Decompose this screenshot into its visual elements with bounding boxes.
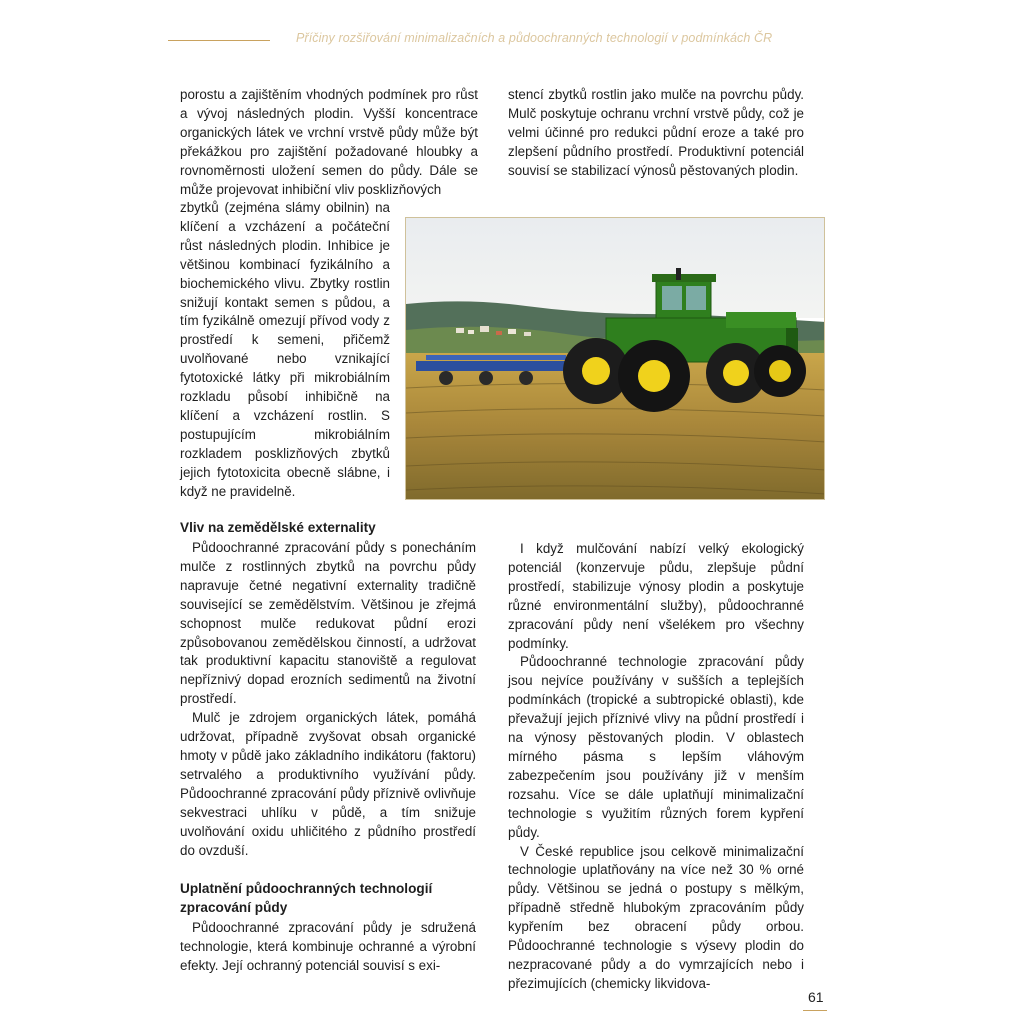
paragraph: stencí zbytků rostlin jako mulče na povrchu půdy. Mulč poskytuje ochranu vrchní vrstvě půdy, což je velmi účinné pro redukci půdní eroze a také pro zlepšení půdního prostředí. Produktivní potenciál souvisí se stabilizací výnosů pěstovaných plodin. bbox=[508, 87, 804, 178]
tractor-photo bbox=[405, 217, 825, 500]
paragraph: Půdoochranné zpracování půdy s ponecháním mulče z rostlinných zbytků na povrchu půdy napravuje četné negativní externality tradičně související se zemědělstvím. Většinou je zřejmá schopnost mulče redukovat půdní erozi způsobovanou zemědělskou činností, a udržovat tak produktivní kapacitu stanoviště a regulovat nepříznivý dopad erozních sedimentů na životní prostředí. bbox=[180, 540, 476, 707]
page-number: 61 bbox=[808, 989, 824, 1005]
right-column-top bbox=[508, 86, 804, 181]
right-column-bottom bbox=[508, 540, 804, 994]
paragraph: Půdoochranné zpracování půdy je sdružená technologie, která kombinuje ochranné a výrobní efekty. Její ochranný potenciál souvisí s exi- bbox=[180, 920, 476, 974]
section-heading-externality: Vliv na zemědělské externality bbox=[180, 520, 376, 535]
page-number-rule bbox=[803, 1010, 827, 1011]
running-header: Příčiny rozšiřování minimalizačních a půdoochranných technologií v podmínkách ČR bbox=[296, 31, 773, 45]
paragraph: zbytků (zejména slámy obilnin) na klíčení a vzcházení a počáteční růst následných plodin. Inhibice je většinou kombinací fyzikálního a biochemického vlivu. Zbytky rostlin snižují kontakt semen s půdou, a tím fyzikálně omezují přívod vody z prostředí k semeni, přičemž uvolňované nebo vznikající fytotoxické látky při mikrobiálním rozkladu působí inhibičně na klíčení a vzcházení rostlin. S postupujícím mikrobiálním rozkladem posklizňových zbytků jejich fytotoxicita obecně slábne, i když ne pravidelně. bbox=[180, 200, 390, 499]
left-column-bottom bbox=[180, 518, 476, 976]
paragraph: I když mulčování nabízí velký ekologický potenciál (konzervuje půdu, zlepšuje půdní prostředí, stabilizuje výnosy plodin a poskytuje různé environmentální služby), půdoochranné zpracování půdy není všelékem pro všechny podmínky. bbox=[508, 541, 804, 651]
left-column-top bbox=[180, 86, 478, 199]
paragraph: V České republice jsou celkově minimalizační technologie uplatňovány na více než 30 % orné půdy. Většinou se jedná o postupy s mělkým, případně středně hlubokým zpracováním půdy kypřením bez obracení půdy orbou. Půdoochranné technologie s výsevy plodin do nezpracované půdy a do vymrzajících nebo i přezimujících (chemicky likvidova- bbox=[508, 843, 804, 991]
header-rule bbox=[168, 40, 270, 41]
left-column-wrap bbox=[180, 199, 390, 502]
paragraph: porostu a zajištěním vhodných podmínek pro růst a vývoj následných plodin. Vyšší koncentrace organických látek ve vrchní vrstvě půdy může být překážkou pro zajištění požadované hloubky a rovnoměrnosti uložení semen do půdy. Dále se může projevovat inhibiční vliv posklizňových bbox=[180, 87, 478, 197]
tractor-illustration bbox=[406, 218, 825, 500]
paragraph: Mulč je zdrojem organických látek, pomáhá udržovat, případně zvyšovat obsah organické hmoty v půdě jako základního indikátoru (faktoru) setrvalého a produktivního využívání půdy. Půdoochranné zpracování půdy příznivě ovlivňuje sekvestraci uhlíku v půdě, a tím snižuje uvolňování oxidu uhličitého z půdního prostředí do ovzduší. bbox=[180, 710, 476, 858]
section-heading-uplatneni: Uplatnění půdoochranných technologií zpracování půdy bbox=[180, 881, 433, 916]
paragraph: Půdoochranné technologie zpracování půdy jsou nejvíce používány v sušších a teplejších podmínkách (tropické a subtropické oblasti), kde převažují jejich příznivé vlivy na půdní prostředí i na výnosy pěstovaných plodin. V oblastech mírného pásma s lepším vláhovým zabezpečením jsou používány již v menším rozsahu. Více se dále uplatňují minimalizační technologie s využitím různých forem kypření půdy. bbox=[508, 654, 804, 840]
